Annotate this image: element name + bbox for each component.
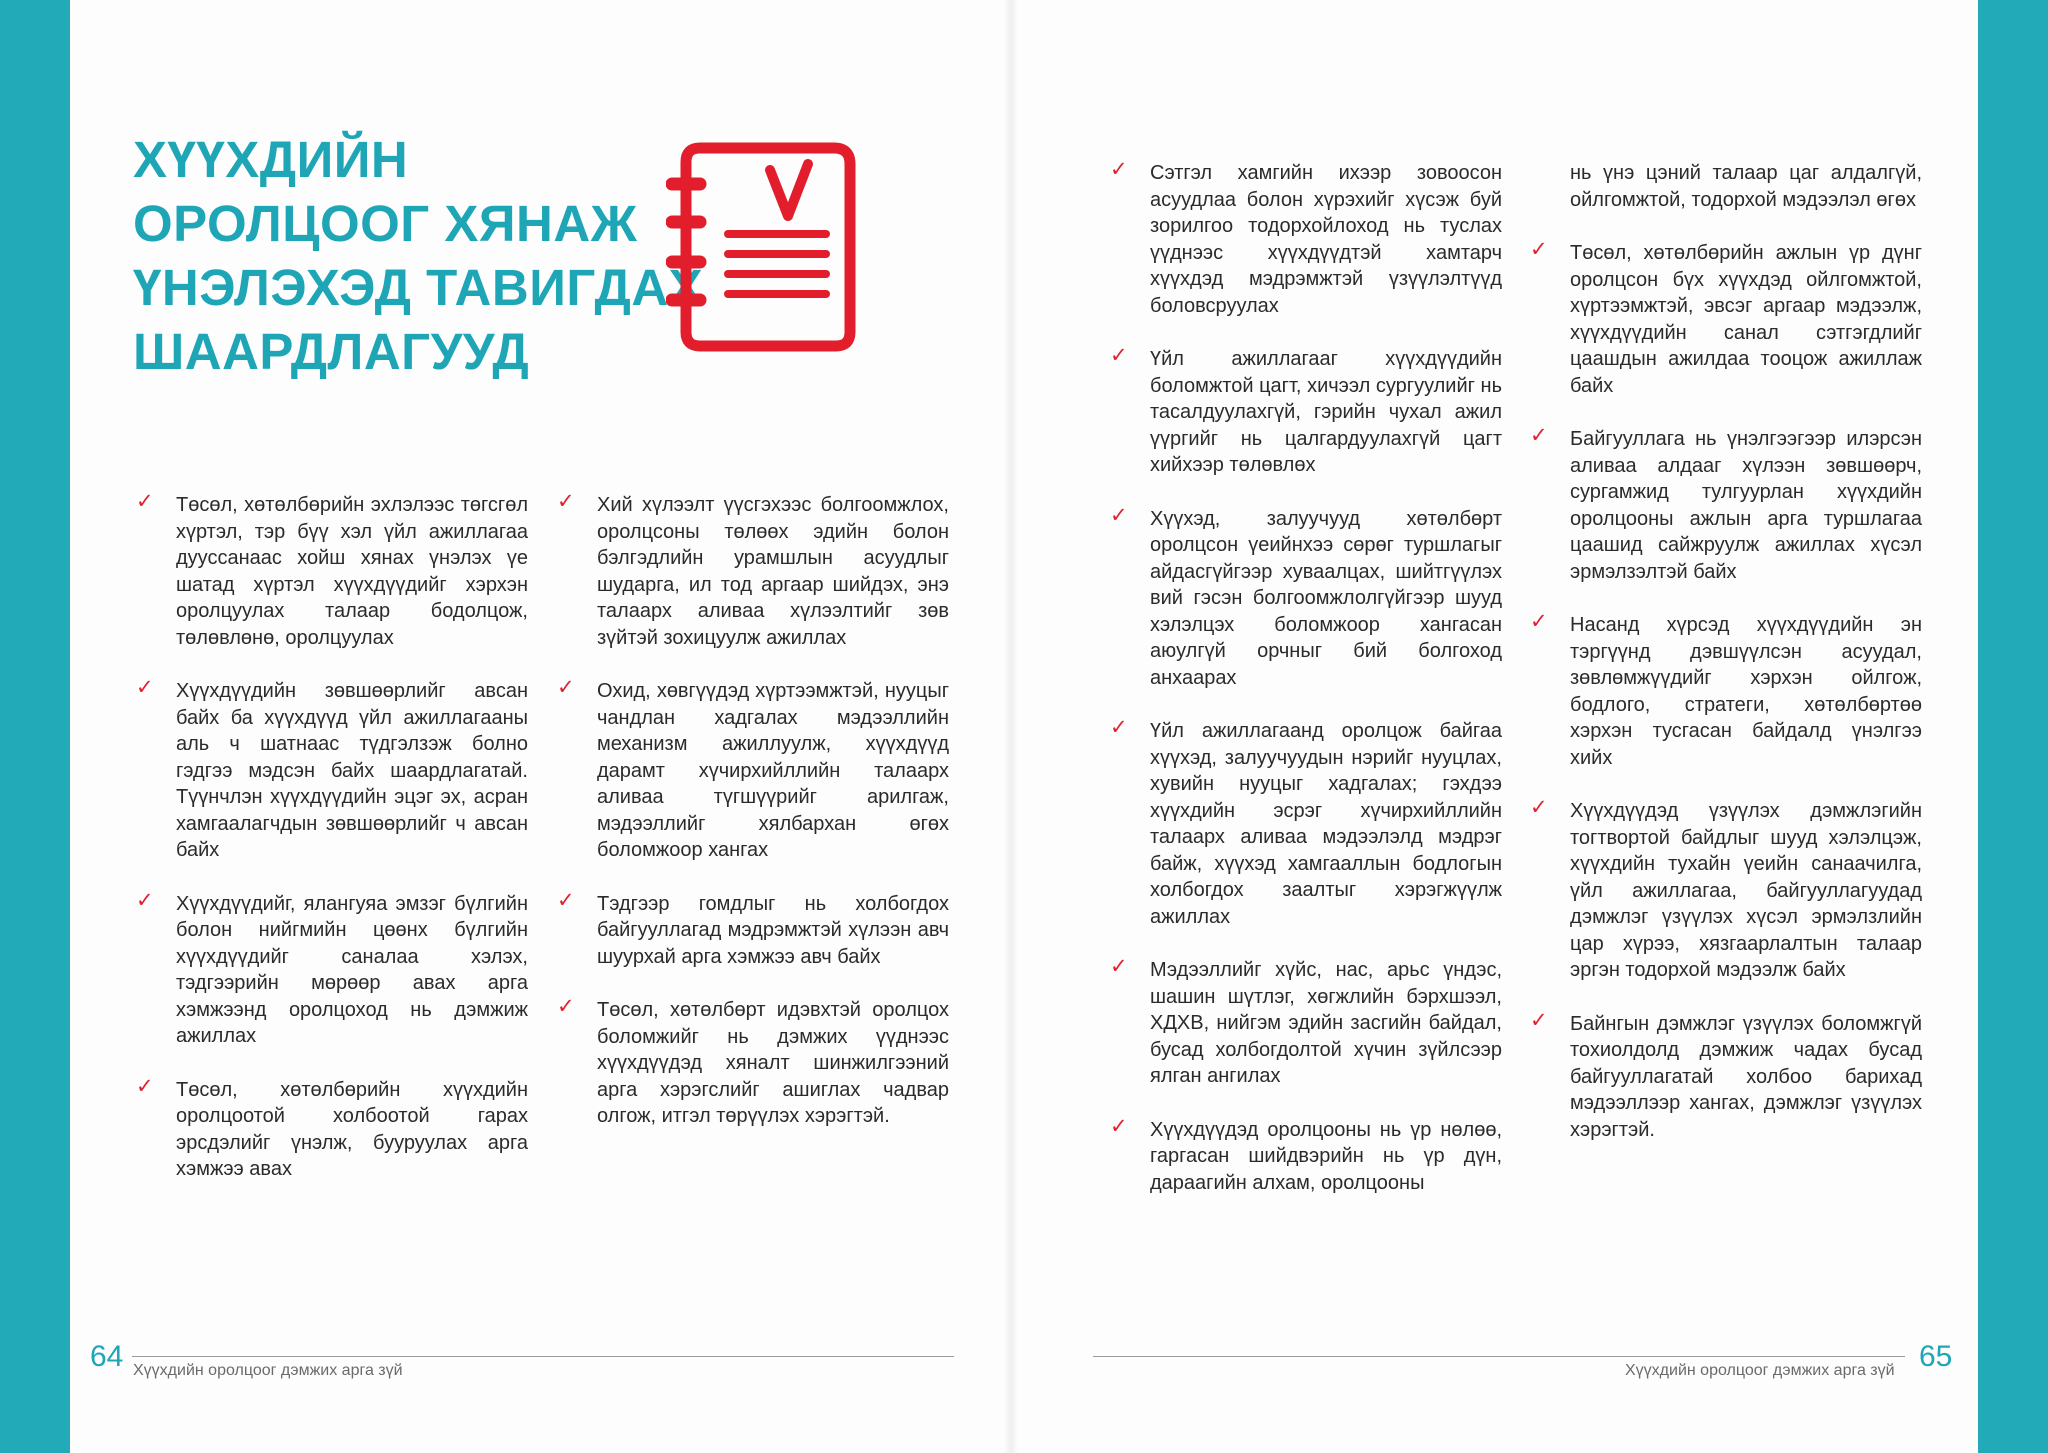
list-item xyxy=(557,994,949,1130)
checkmark-icon: ✓ xyxy=(1110,715,1128,739)
left-footer-text: Хүүхдийн оролцоог дэмжих арга зүй xyxy=(133,1362,403,1379)
checkmark-icon: ✓ xyxy=(1530,795,1548,819)
left-footer-rule xyxy=(132,1356,954,1357)
list-item xyxy=(1530,423,1922,585)
list-item-text: Төсөл, хөтөлбөрт идэвхтэй оролцох боломжийг нь дэмжих үүднээс хүүхдүүдэд хяналт шинжилгээний арга хэрэгслийг ашиглах чадвар олгож, итгэл төрүүлэх хэрэгтэй. xyxy=(597,999,949,1127)
left-page-number: 64 xyxy=(90,1340,124,1373)
list-item-text: Хүүхдүүдийн зөвшөөрлийг авсан байх ба хүүхдүүд үйл ажиллагааны аль ч шатнаас түдгэлзэж болно гэдгээ мэдсэн байх шаардлагатай. Түүнчлэн хүүхдүүдийн эцэг эх, асран хамгаалагчдын зөвшөөрлийг ч авсан байх xyxy=(176,680,528,861)
list-item xyxy=(1110,157,1502,319)
list-item xyxy=(1110,954,1502,1090)
right-page-number: 65 xyxy=(1919,1340,1953,1373)
spine-shadow xyxy=(1004,0,1018,1453)
list-item xyxy=(1110,343,1502,479)
list-item-text: Тэдгээр гомдлыг нь холбогдох байгууллагад мэдрэмжтэй хүлээн авч шуурхай арга хэмжээ авч байх xyxy=(597,892,949,968)
left-page-edge-band xyxy=(0,0,70,1453)
list-item-text: Байнгын дэмжлэг үзүүлэх боломжгүй тохиолдолд дэмжиж чадах бусад байгууллагатай холбоо барихад мэдээллээр хангах, дэмжлэг үзүүлэх хэрэгтэй. xyxy=(1570,1012,1922,1141)
left-column-2 xyxy=(557,489,949,1157)
list-item xyxy=(136,489,528,651)
list-item xyxy=(557,489,949,651)
list-item-text: Хүүхдүүдэд оролцооны нь үр нөлөө, гаргасан шийдвэрийн нь үр дүн, дараагийн алхам, оролцооны xyxy=(1150,1118,1502,1194)
checkmark-icon: ✓ xyxy=(557,675,575,699)
list-item-text: Хүүхдүүдийг, ялангуяа эмзэг бүлгийн болон нийгмийн цөөнх бүлгийн хүүхдүүдийг саналаа хэлэх, тэдгээрийн мөрөөр авах арга хэмжээнд оролцоход нь дэмжиж ажиллах xyxy=(176,892,528,1047)
checkmark-icon: ✓ xyxy=(1530,1007,1548,1032)
right-footer-rule xyxy=(1093,1356,1905,1357)
list-item xyxy=(1530,237,1922,399)
list-item xyxy=(136,1073,528,1183)
right-footer-text: Хүүхдийн оролцоог дэмжих арга зүй xyxy=(1625,1362,1895,1379)
checkmark-icon: ✓ xyxy=(1530,423,1548,447)
list-item xyxy=(1110,715,1502,930)
list-item xyxy=(557,675,949,864)
right-column-1 xyxy=(1110,157,1502,1223)
list-item-text: Хүүхэд, залуучууд хөтөлбөрт оролцсон үеийнхээ сөрөг туршлагыг айдасгүйгээр хуваалцах, шийтгүүлэх вий гэсэн болгоомжлолгүйгээр шууд хэлэлцэх боломжоор хангасан аюулгүй орчныг бий болгоход анхаарах xyxy=(1150,507,1502,689)
list-item-text: Төсөл, хөтөлбөрийн эхлэлээс төгсгөл хүртэл, тэр бүү хэл үйл ажиллагаа дууссанаас хойш хянах үнэлэх үе шатад хүртэл хүүхдүүдийг хэрхэн оролцуулах талаар бодолцож, төлөвлөнө, оролцуулах xyxy=(176,494,528,649)
title-line: ОРОЛЦООГ ХЯНАЖ xyxy=(133,195,638,252)
title-line: ХҮҮХДИЙН xyxy=(133,131,409,188)
checkmark-icon: ✓ xyxy=(1110,343,1128,367)
list-item-text: Байгууллага нь үнэлгээгээр илэрсэн аливаа алдааг хүлээн зөвшөөрч, сургамжид тулгуурлан хүүхдийн оролцооны ажлын арга туршлагаа цаашид сайжруулж ажиллах хүсэл эрмэлзэлтэй байх xyxy=(1570,428,1922,583)
checkmark-icon: ✓ xyxy=(1110,502,1128,527)
list-item-text: Мэдээллийг хүйс, нас, арьс үндэс, шашин шүтлэг, хөгжлийн бэрхшээл, ХДХВ, нийгэм эдийн засгийн байдал, бусад холбогдолтой хүчин зүйлсээр ялган ангилах xyxy=(1150,959,1502,1087)
list-item xyxy=(1110,502,1502,692)
left-column-1 xyxy=(136,489,528,1210)
checkmark-icon: ✓ xyxy=(136,1073,154,1098)
checkmark-icon: ✓ xyxy=(557,887,575,912)
list-item-text: Хий хүлээлт үүсгэхээс болгоомжлох, оролцсоны төлөөх эдийн болон бэлгэдлийн урамшлын асуудлыг шударга, ил тод аргаар шийдэх, энэ талаарх аливаа хүлээлтийг зөв зүйтэй зохицуулж ажиллах xyxy=(597,494,949,649)
list-item-continuation: нь үнэ цэний талаар цаг алдалгүй, ойлгомжтой, тодорхой мэдээлэл өгөх xyxy=(1570,162,1922,211)
list-item xyxy=(557,887,949,971)
title-line: ҮНЭЛЭХЭД ТАВИГДАХ xyxy=(133,259,704,316)
title-line: ШААРДЛАГУУД xyxy=(133,323,530,380)
page-title xyxy=(133,128,704,384)
list-item xyxy=(1530,609,1922,771)
list-item xyxy=(136,675,528,864)
checklist-notebook-icon xyxy=(666,140,866,355)
checkmark-icon: ✓ xyxy=(1110,1113,1128,1138)
list-item-text: Төсөл, хөтөлбөрийн хүүхдийн оролцоотой холбоотой гарах эрсдэлийг үнэлж, бууруулах арга хэмжээ авах xyxy=(176,1078,528,1180)
list-item xyxy=(1110,1113,1502,1197)
list-item xyxy=(1530,795,1922,984)
right-column-2 xyxy=(1530,160,1922,1170)
checkmark-icon: ✓ xyxy=(136,489,154,513)
list-item-text: Насанд хүрсэд хүүхдүүдийн эн тэргүүнд дэвшүүлсэн асуудал, зөвлөмжүүдийг хэрхэн ойлгож, бодлого, стратеги, хөтөлбөртөө хэрхэн тусгасан байдалд үнэлгээ хийх xyxy=(1570,614,1922,769)
list-item-text: Сэтгэл хамгийн ихээр зовоосон асуудлаа болон хүрэхийг хүсэж буй зорилгоо тодорхойлоход нь туслах үүднээс хүүхдүүдтэй хамтарч хүүхдэд мэдрэмжтэй үзүүлэлтүүд боловсруулах xyxy=(1150,162,1502,317)
right-page-edge-band xyxy=(1978,0,2048,1453)
checkmark-icon: ✓ xyxy=(557,994,575,1018)
list-item-text: Хүүхдүүдэд үзүүлэх дэмжлэгийн тогтвортой байдлыг шууд хэлэлцэж, хүүхдийн тухайн үеийн санаачилга, үйл ажиллагаа, байгууллагуудад дэмжлэг үзүүлэх хүсэл эрмэлзлийн цар хүрээ, хязгаарлалтын талаар эргэн тодорхой мэдээлж байх xyxy=(1570,800,1922,981)
list-item-text: Төсөл, хөтөлбөрийн ажлын үр дүнг оролцсон бүх хүүхдэд ойлгомжтой, хүртээмжтэй, эвсэг аргаар мэдээлж, хүүхдүүдийн санал сэтгэгдлийг цаашдын ажилдаа тооцож ажиллаж байх xyxy=(1570,242,1922,397)
list-item-text: Үйл ажиллагаанд оролцож байгаа хүүхэд, залуучуудын нэрийг нууцлах, хувийн нууцыг хадгалах; гэхдээ хүүхдийн эсрэг хүчирхийллийн талаарх аливаа мэдээлэлд мэдрэг байж, хүүхэд хамгааллын бодлогын холбогдох заалтыг хэрэгжүүлж ажиллах xyxy=(1150,720,1502,928)
list-item xyxy=(136,887,528,1050)
checkmark-icon: ✓ xyxy=(1530,237,1548,261)
list-item-text: Охид, хөвгүүдэд хүртээмжтэй, нууцыг чандлан хадгалах мэдээллийн механизм ажиллуулж, хүүхдүүд дарамт хүчирхийллийн талаарх аливаа түгшүүрийг арилгаж, мэдээллийг хялбархан өгөх боломжоор хангах xyxy=(597,680,949,861)
list-item-text: Үйл ажиллагааг хүүхдүүдийн боломжтой цагт, хичээл сургуулийг нь тасалдуулахгүй, гэрийн чухал ажил үүргийг нь цалгардуулахгүй цагт хийхээр төлөвлөх xyxy=(1150,348,1502,476)
list-item xyxy=(1530,1007,1922,1144)
checkmark-icon: ✓ xyxy=(1110,954,1128,978)
checkmark-icon: ✓ xyxy=(557,489,575,513)
checkmark-icon: ✓ xyxy=(136,887,154,912)
checkmark-icon: ✓ xyxy=(1530,609,1548,633)
checkmark-icon: ✓ xyxy=(136,675,154,699)
checkmark-icon: ✓ xyxy=(1110,157,1128,181)
